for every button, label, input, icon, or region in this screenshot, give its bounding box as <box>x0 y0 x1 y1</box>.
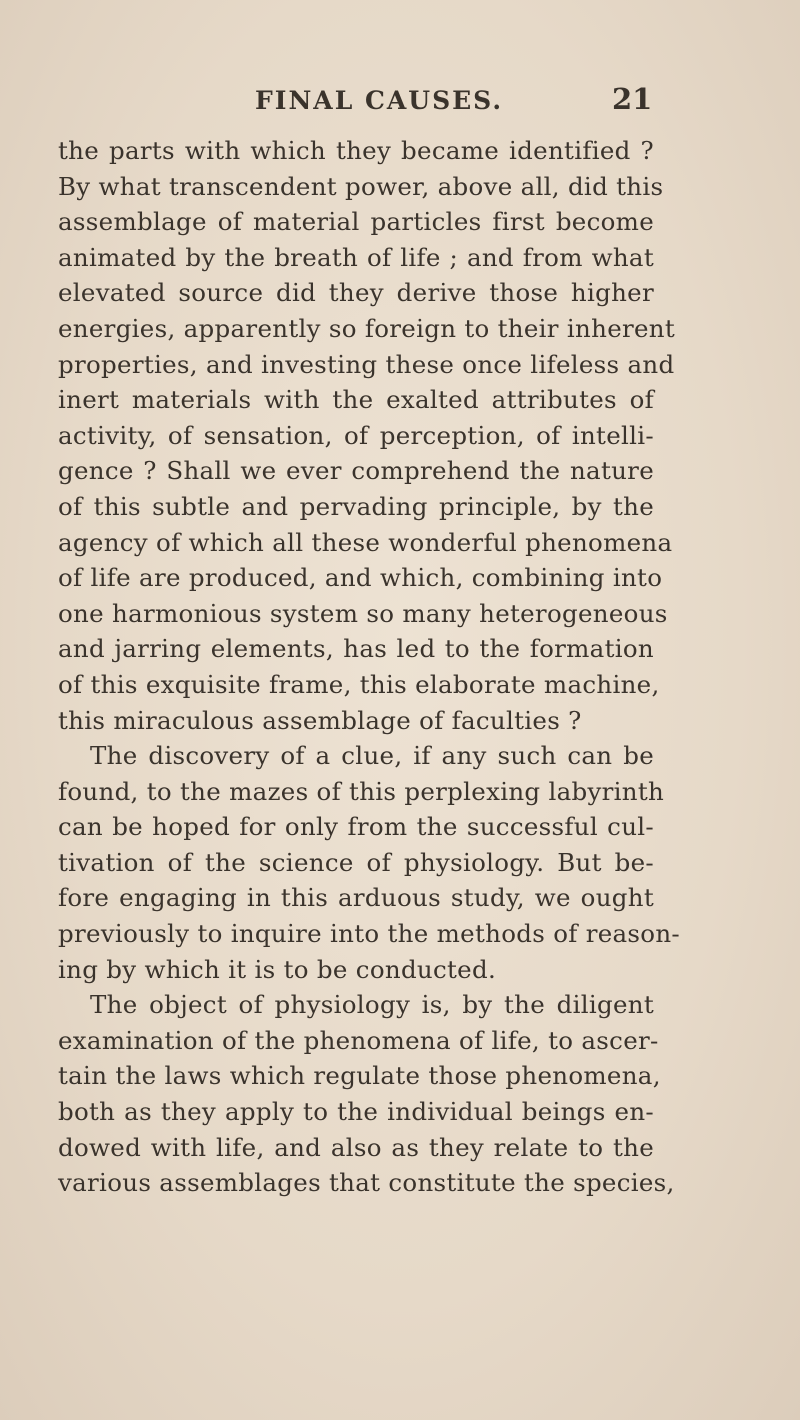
text-line: gence ? Shall we ever comprehend the nature <box>58 456 654 486</box>
text-line: inert materials with the exalted attributes of <box>58 385 654 415</box>
text-line: fore engaging in this arduous study, we ought <box>58 883 654 913</box>
body-text <box>58 133 680 1201</box>
text-line: tivation of the science of physiology. But be- <box>58 847 654 877</box>
text-line: By what transcendent power, above all, did this <box>58 171 664 201</box>
text-line: can be hoped for only from the successful cul- <box>58 812 654 842</box>
text-line: and jarring elements, has led to the formation <box>58 634 654 664</box>
paragraph-3 <box>58 987 675 1201</box>
running-title: FINAL CAUSES. <box>255 86 504 115</box>
text-line: one harmonious system so many heterogeneous <box>58 598 668 628</box>
text-line: elevated source did they derive those higher <box>58 278 654 308</box>
text-line: of life are produced, and which, combining into <box>58 563 663 593</box>
text-line: examination of the phenomena of life, to ascer- <box>58 1025 659 1055</box>
paragraph-2 <box>58 738 680 987</box>
text-line: previously to inquire into the methods of reason- <box>58 919 680 949</box>
page-number: 21 <box>612 82 653 116</box>
text-line: animated by the breath of life ; and from what <box>58 242 654 272</box>
text-line: various assemblages that constitute the species, <box>58 1168 675 1198</box>
text-line: the parts with which they became identified ? <box>58 136 654 165</box>
text-line: properties, and investing these once lifeless and <box>58 349 675 379</box>
text-line: The discovery of a clue, if any such can be <box>90 741 654 771</box>
text-line: agency of which all these wonderful phenomena <box>58 527 673 557</box>
text-line: energies, apparently so foreign to their inherent <box>58 313 676 343</box>
text-line: of this exquisite frame, this elaborate machine, <box>58 669 660 699</box>
text-line: found, to the mazes of this perplexing labyrinth <box>58 776 665 806</box>
text-line: this miraculous assemblage of faculties ? <box>58 705 582 735</box>
text-line: tain the laws which regulate those phenomena, <box>58 1061 661 1091</box>
paragraph-1 <box>58 133 676 738</box>
text-line: dowed with life, and also as they relate to the <box>58 1132 654 1162</box>
text-line: activity, of sensation, of perception, of intelli- <box>58 420 654 450</box>
text-line: assemblage of material particles first become <box>58 207 654 237</box>
text-line: ing by which it is to be conducted. <box>58 954 497 984</box>
text-line: both as they apply to the individual beings en- <box>58 1097 654 1127</box>
text-line: of this subtle and pervading principle, by the <box>58 491 654 521</box>
text-line: The object of physiology is, by the diligent <box>90 990 654 1020</box>
running-head <box>0 82 800 122</box>
